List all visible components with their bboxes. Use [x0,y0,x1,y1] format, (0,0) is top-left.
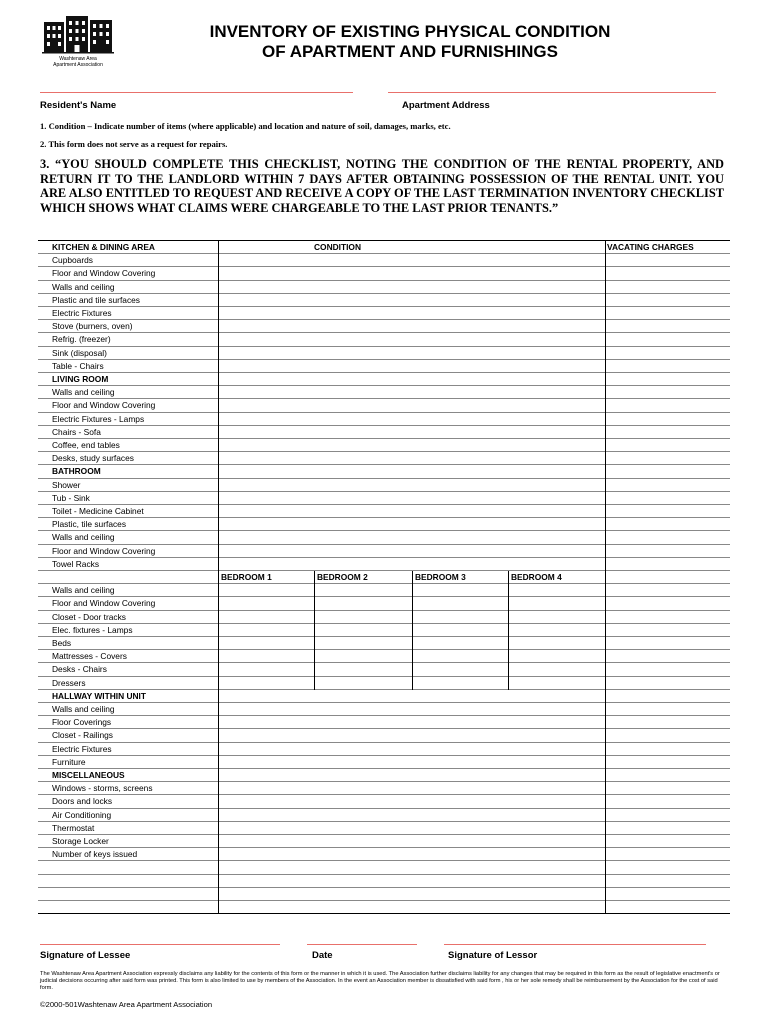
table-row [38,584,730,597]
column-divider [605,663,606,676]
column-divider [218,875,219,888]
column-divider [218,399,219,412]
column-divider [218,769,219,782]
item-label: Walls and ceiling [52,704,115,714]
table-row [38,479,730,492]
table-row [38,809,730,822]
section-title: MISCELLANEOUS [52,770,125,780]
table-row [38,267,730,280]
logo-caption: Washtenaw Area Apartment Association [53,56,103,68]
column-divider [605,347,606,360]
table-row [38,729,730,742]
column-divider [218,677,219,690]
column-divider [218,597,219,610]
item-label: Elec. fixtures - Lamps [52,624,133,635]
table-row [38,439,730,452]
item-label: Tub - Sink [52,492,90,503]
column-divider [605,703,606,716]
column-divider [605,597,606,610]
apartment-address-line[interactable] [388,92,716,93]
section-title: BATHROOM [52,466,101,477]
item-label: Toilet - Medicine Cabinet [52,506,144,516]
section-header-row [38,241,730,254]
column-divider [605,505,606,518]
column-divider [218,241,219,254]
table-row [38,413,730,426]
row-divider [38,913,730,914]
disclaimer-text: The Washtenaw Area Apartment Association expressly disclaims any liability for the contents of this form or the manner in which it is used. The Association further disclaims liability for any changes that may be required in this form as the result of legislative enactment's or judicial decisions occurring after said form was printed. This form is also limited to use by members of the Association. In the event an Association member is dissatisfied with said form , his or her sole remedy shall be reimbursement by the Association for the cost of said form. [40,971,720,992]
table-row [38,650,730,663]
table-row [38,663,730,676]
column-divider [218,505,219,518]
column-divider [605,426,606,439]
condition-column-header: CONDITION [314,242,361,252]
table-row [38,360,730,373]
form-title-line2: OF APARTMENT AND FURNISHINGS [262,42,558,61]
table-row [38,756,730,769]
column-divider [605,756,606,769]
column-divider [605,479,606,492]
column-divider [605,373,606,386]
column-divider [412,624,413,637]
column-divider [605,690,606,703]
item-label: Mattresses - Covers [52,651,127,662]
table-row [38,452,730,465]
column-divider [605,888,606,901]
table-row [38,637,730,650]
item-label: Sink (disposal) [52,347,107,358]
column-divider [508,624,509,637]
table-row [38,677,730,690]
column-divider [218,413,219,426]
column-divider [605,545,606,558]
table-row [38,307,730,320]
column-divider [218,267,219,280]
column-divider [218,518,219,531]
bedroom-3-header: BEDROOM 3 [415,572,466,582]
column-divider [508,611,509,624]
column-divider [218,888,219,901]
column-divider [218,663,219,676]
column-divider [218,545,219,558]
column-divider [218,571,219,584]
column-divider [218,809,219,822]
column-divider [605,281,606,294]
table-row [38,558,730,571]
column-divider [605,518,606,531]
column-divider [412,650,413,663]
column-divider [412,611,413,624]
apartment-buildings-icon [38,12,118,56]
table-row [38,743,730,756]
column-divider [605,729,606,742]
column-divider [218,320,219,333]
column-divider [218,835,219,848]
column-divider [218,360,219,373]
item-label: Floor and Window Covering [52,545,156,556]
lessee-signature-label: Signature of Lessee [40,950,131,961]
column-divider [605,584,606,597]
column-divider [218,347,219,360]
bedroom-header-row [38,571,730,584]
resident-name-line[interactable] [40,92,353,93]
column-divider [508,663,509,676]
item-label: Floor and Window Covering [52,268,156,279]
column-divider [605,611,606,624]
item-label: Plastic, tile surfaces [52,519,127,530]
column-divider [605,795,606,808]
column-divider [314,624,315,637]
table-left-border [38,240,39,914]
column-divider [218,624,219,637]
column-divider [605,558,606,571]
table-row [38,320,730,333]
table-row [38,795,730,808]
table-row [38,703,730,716]
column-divider [218,426,219,439]
item-label: Shower [52,479,81,490]
column-divider [218,690,219,703]
column-divider [218,848,219,861]
column-divider [218,452,219,465]
item-label: Electric Fixtures [52,308,112,318]
column-divider [605,835,606,848]
note-condition: 1. Condition – Indicate number of items (where applicable) and location and nature of soil, damages, marks, etc. [40,121,451,131]
table-row [38,901,730,914]
column-divider [605,809,606,822]
table-row [38,624,730,637]
column-divider [218,901,219,914]
column-divider [218,439,219,452]
date-line[interactable] [307,944,417,945]
column-divider [605,571,606,584]
column-divider [605,333,606,346]
column-divider [218,558,219,571]
table-row [38,888,730,901]
column-divider [605,439,606,452]
bedroom-2-header: BEDROOM 2 [317,572,368,582]
table-row [38,597,730,610]
column-divider [605,716,606,729]
section-header-row [38,465,730,478]
item-label: Floor and Window Covering [52,598,156,609]
column-divider [605,294,606,307]
table-row [38,254,730,267]
column-divider [605,901,606,914]
item-label: Beds [52,638,72,648]
column-divider [218,254,219,267]
item-label: Towel Racks [52,558,100,569]
inventory-table [38,241,730,927]
table-row [38,347,730,360]
column-divider [314,597,315,610]
table-row [38,426,730,439]
column-divider [508,597,509,610]
item-label: Storage Locker [52,836,109,846]
column-divider [218,795,219,808]
column-divider [218,386,219,399]
lessor-signature-label: Signature of Lessor [448,950,538,961]
item-label: Plastic and tile surfaces [52,294,140,305]
column-divider [218,611,219,624]
table-row [38,505,730,518]
column-divider [218,584,219,597]
bedroom-1-header: BEDROOM 1 [221,572,272,582]
column-divider [218,333,219,346]
column-divider [605,452,606,465]
column-divider [314,677,315,690]
item-label: Doors and locks [52,796,113,807]
item-label: Refrig. (freezer) [52,334,111,345]
column-divider [508,650,509,663]
column-divider [508,571,509,584]
table-row [38,782,730,795]
association-logo [38,12,118,70]
column-divider [218,294,219,307]
table-row [38,861,730,874]
item-label: Floor and Window Covering [52,400,156,411]
table-row [38,333,730,346]
column-divider [605,399,606,412]
item-label: Number of keys issued [52,849,138,860]
section-title: KITCHEN & DINING AREA [52,242,155,252]
resident-name-label: Resident's Name [40,100,117,111]
table-row [38,518,730,531]
column-divider [605,307,606,320]
copyright-text: ©2000-501Washtenaw Area Apartment Association [40,1000,213,1009]
apartment-address-label: Apartment Address [402,100,490,111]
column-divider [218,281,219,294]
table-row [38,386,730,399]
column-divider [412,677,413,690]
section-header-row [38,769,730,782]
legal-notice: 3. “YOU SHOULD COMPLETE THIS CHECKLIST, NOTING THE CONDITION OF THE RENTAL PROPERTY, AND RETURN IT TO THE LANDLORD WITHIN 7 DAYS AFTER OBTAINING POSSESSION OF THE RENTAL UNIT. YOU ARE ALSO ENTITLED TO REQUEST AND RECEIVE A COPY OF THE LAST TERMINATION INVENTORY CHECKLIST WHICH SHOWS WHAT CLAIMS WERE CHARGEABLE TO THE LAST PRIOR TENANTS.” [40,157,724,215]
lessee-signature-line[interactable] [40,944,280,945]
column-divider [218,756,219,769]
item-label: Furniture [52,756,86,767]
table-row [38,531,730,544]
item-label: Walls and ceiling [52,281,115,292]
column-divider [218,716,219,729]
item-label: Closet - Door tracks [52,611,126,622]
column-divider [218,822,219,835]
column-divider [314,571,315,584]
column-divider [605,782,606,795]
item-label: Walls and ceiling [52,387,115,398]
column-divider [218,861,219,874]
section-title: LIVING ROOM [52,374,109,384]
column-divider [218,650,219,663]
item-label: Dressers [52,677,86,688]
table-row [38,835,730,848]
table-row [38,875,730,888]
item-label: Desks - Chairs [52,664,107,675]
column-divider [218,782,219,795]
item-label: Electric Fixtures - Lamps [52,413,145,424]
column-divider [605,637,606,650]
item-label: Stove (burners, oven) [52,321,133,332]
column-divider [412,637,413,650]
column-divider [605,743,606,756]
table-row [38,545,730,558]
table-row [38,716,730,729]
form-title [150,22,670,62]
column-divider [314,584,315,597]
column-divider [605,254,606,267]
section-header-row [38,690,730,703]
column-divider [218,743,219,756]
column-divider [605,531,606,544]
column-divider [218,703,219,716]
item-label: Table - Chairs [52,360,104,371]
column-divider [218,729,219,742]
item-label: Desks, study surfaces [52,453,134,464]
table-row [38,294,730,307]
table-row [38,848,730,861]
column-divider [605,465,606,478]
column-divider [412,663,413,676]
column-divider [218,637,219,650]
column-divider [605,650,606,663]
column-divider [218,479,219,492]
column-divider [314,650,315,663]
section-title: HALLWAY WITHIN UNIT [52,690,146,701]
column-divider [605,492,606,505]
column-divider [605,386,606,399]
bedroom-4-header: BEDROOM 4 [511,572,562,582]
table-row [38,611,730,624]
column-divider [508,677,509,690]
column-divider [412,584,413,597]
column-divider [314,611,315,624]
item-label: Cupboards [52,255,93,266]
note-not-repair-request: 2. This form does not serve as a request for repairs. [40,139,228,149]
table-row [38,822,730,835]
item-label: Walls and ceiling [52,585,115,596]
column-divider [605,320,606,333]
column-divider [605,360,606,373]
column-divider [412,597,413,610]
date-label: Date [312,950,333,961]
table-row [38,399,730,412]
lessor-signature-line[interactable] [444,944,706,945]
column-divider [605,413,606,426]
column-divider [314,663,315,676]
column-divider [508,584,509,597]
column-divider [218,531,219,544]
vacating-charges-column-header: VACATING CHARGES [607,242,694,252]
column-divider [605,769,606,782]
column-divider [605,267,606,280]
table-row [38,492,730,505]
item-label: Thermostat [52,822,95,833]
column-divider [605,822,606,835]
column-divider [218,373,219,386]
item-label: Windows - storms, screens [52,783,153,794]
column-divider [605,241,606,254]
column-divider [605,624,606,637]
column-divider [605,677,606,690]
item-label: Floor Coverings [52,717,112,728]
column-divider [218,465,219,478]
item-label: Walls and ceiling [52,532,115,543]
section-header-row [38,373,730,386]
item-label: Electric Fixtures [52,743,112,754]
column-divider [314,637,315,650]
item-label: Air Conditioning [52,809,112,820]
column-divider [605,875,606,888]
item-label: Closet - Railings [52,730,113,741]
column-divider [508,637,509,650]
table-row [38,281,730,294]
column-divider [605,861,606,874]
column-divider [218,492,219,505]
table-top-border [38,240,730,241]
form-title-line1: INVENTORY OF EXISTING PHYSICAL CONDITION [209,22,611,41]
item-label: Coffee, end tables [52,440,120,450]
column-divider [605,848,606,861]
item-label: Chairs - Sofa [52,426,101,437]
column-divider [412,571,413,584]
column-divider [218,307,219,320]
